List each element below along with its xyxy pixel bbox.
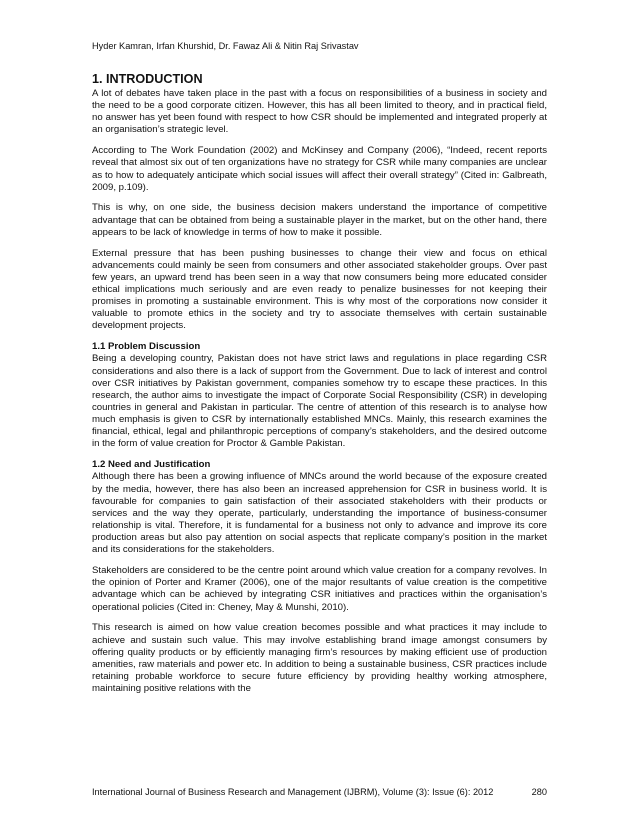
- section-heading-introduction: 1. INTRODUCTION: [92, 72, 203, 86]
- intro-paragraph-4: External pressure that has been pushing businesses to change their view and focus on ethical advancements could mainly be seen from consumers and other associated stakeholder groups. Over past few years, an upward trend has been seen in a way that now consumers being more educated consider ethical implications much seriously and are even ready to penalize businesses for not keeping their promises in promoting a sustainable environment. This is why most of the corporations now consider it valuable to promote ethics in the society and try to associate themselves with certain sustainable development projects.: [92, 247, 547, 332]
- page-footer: [92, 786, 547, 798]
- intro-paragraph-3: This is why, on one side, the business decision makers understand the importance of competitive advantage that can be obtained from being a sustainable player in the market, but on the other hand, there appears to be lack of knowledge in terms of how to make it possible.: [92, 202, 547, 238]
- need-justification-paragraph-2: Stakeholders are considered to be the centre point around which value creation for a company revolves. In the opinion of Porter and Kramer (2006), one of the major resultants of value creation is the competitive advantage which can be achieved by integrating CSR initiatives and practices within the organisation’s operational policies (Cited in: Cheney, May & Munshi, 2010).: [92, 565, 547, 613]
- subsection-heading-need-justification: 1.2 Need and Justification: [92, 459, 211, 471]
- subsection-heading-problem-discussion: 1.1 Problem Discussion: [92, 341, 201, 353]
- footer-journal-citation: International Journal of Business Research and Management (IJBRM), Volume (3): Issue (6): 2012: [92, 787, 494, 797]
- need-justification-paragraph-1: Although there has been a growing influence of MNCs around the world because of the exposure created by the media, however, there has also been an increased apprehension for CSR in business world. It is favourable for companies to gain satisfaction of their associated stakeholders with their products or services and the way they operate, particularly, understanding the importance of business-consumer relationship is vital. Therefore, it is fundamental for a business not only to advance and improve its core production areas but also pay attention on social aspects that replicate company’s position in the market and its considerations for the stakeholders.: [92, 471, 547, 556]
- intro-paragraph-2: According to The Work Foundation (2002) and McKinsey and Company (2006), “Indeed, recent reports reveal that almost six out of ten organizations have no strategy for CSR while many companies are unclear as to how to adequately anticipate which social issues will affect their overall strategy” (Cited in: Galbreath, 2009, p.109).: [92, 145, 547, 193]
- running-head-authors: Hyder Kamran, Irfan Khurshid, Dr. Fawaz Ali & Nitin Raj Srivastav: [92, 41, 359, 51]
- body-text: [92, 72, 547, 703]
- footer-page-number: 280: [531, 787, 547, 797]
- need-justification-paragraph-3: This research is aimed on how value creation becomes possible and what practices it may include to achieve and sustain such value. This may involve establishing brand image amongst consumers by offering quality products or by efficiently managing firm’s resources by making efficient use of production amenities, raw materials and power etc. In addition to being a sustainable business, CSR practices include retaining probable workforce to secure future efficiency by providing healthy working atmosphere, maintaining positive relations with the: [92, 622, 547, 695]
- document-page: [92, 0, 547, 826]
- intro-paragraph-1: A lot of debates have taken place in the past with a focus on responsibilities of a business in society and the need to be a good corporate citizen. However, this has all been limited to theory, and in practical field, no answer has yet been found with respect to how CSR should be implemented and integrated properly at an organisation’s strategic level.: [92, 88, 547, 136]
- problem-discussion-paragraph: Being a developing country, Pakistan does not have strict laws and regulations in place regarding CSR considerations and also there is a lack of support from the Government. Due to lack of interest and control over CSR initiatives by Pakistan government, companies somehow try to escape these practices. In this research, the author aims to investigate the impact of Corporate Social Responsibility (CSR) in developing countries in general and Pakistan in particular. The centre of attention of this research is to analyse how much emphasis is given to CSR by internationally established MNCs. Mainly, this research examines the financial, ethical, legal and philanthropic perceptions of company’s stakeholders, and the desired outcome in the form of value creation for Proctor & Gamble Pakistan.: [92, 353, 547, 450]
